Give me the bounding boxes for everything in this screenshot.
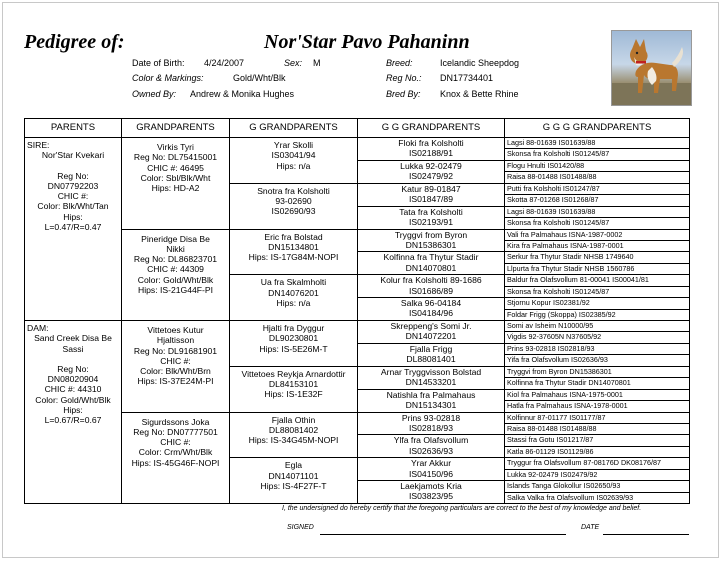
cell-line: Prins 93-02818 bbox=[401, 412, 461, 423]
cell-line: Hjaltisson bbox=[156, 335, 195, 346]
cell-line: Egla bbox=[284, 460, 303, 471]
dog-name-title: Nor'Star Pavo Pahaninn bbox=[264, 31, 470, 53]
cell-line: CHIC #: bbox=[160, 437, 191, 448]
date-label: DATE bbox=[581, 524, 600, 531]
dog-photo bbox=[611, 30, 692, 106]
cell-line: CHIC #: 46495 bbox=[147, 162, 204, 173]
bred-value: Knox & Bette Rhine bbox=[440, 89, 519, 99]
cell-line: Ylfa fra Olafsvollum bbox=[393, 435, 469, 446]
ggg-grandparent-cell: Putti fra Kolsholti IS01247/87 bbox=[505, 183, 690, 194]
cell-line: Skreppeng's Somi Jr. bbox=[390, 321, 472, 331]
cell-line: Hips: IS-4F27F-T bbox=[260, 480, 327, 491]
sex-value: M bbox=[313, 58, 321, 68]
cell-line: Nor'Star Kvekari bbox=[41, 150, 105, 161]
cell-line: IS02479/92 bbox=[409, 171, 453, 182]
gg-grandparent-cell bbox=[358, 435, 505, 458]
gg-grandparent-cell bbox=[358, 366, 505, 389]
cell-line: 93-02690 bbox=[275, 196, 312, 207]
cell-line bbox=[25, 161, 121, 171]
g-grandparent-cell bbox=[230, 458, 358, 504]
cell-line: Hips: IS-45G46F-NOPI bbox=[131, 457, 220, 468]
grandparent-cell bbox=[122, 412, 230, 504]
cell-line: Hips: IS-1E32F bbox=[264, 389, 323, 400]
cell-line: Kolfinna fra Thytur Stadir bbox=[383, 252, 479, 263]
cell-line: Hips: IS-5E26M-T bbox=[259, 343, 328, 354]
cell-line: Fjalla Othin bbox=[271, 414, 316, 425]
cell-line: DN14533201 bbox=[405, 377, 457, 388]
col-header-gg-grandparents: G G GRANDPARENTS bbox=[358, 119, 505, 138]
cell-line: Reg No: DL91681901 bbox=[133, 345, 218, 356]
cell-line: Natishla fra Palmahaus bbox=[386, 389, 476, 400]
cell-line: Tryggvi from Byron bbox=[394, 229, 468, 240]
cell-line: Snotra fra Kolsholti bbox=[257, 185, 330, 196]
gg-grandparent-cell bbox=[358, 160, 505, 183]
cell-line: Sigurdssons Joka bbox=[141, 416, 210, 427]
gg-grandparent-cell bbox=[358, 298, 505, 321]
cell-line: Color: Gold/Wht/Blk bbox=[35, 394, 111, 405]
grandparent-cell bbox=[122, 138, 230, 230]
cell-line: DL88081401 bbox=[406, 354, 456, 365]
cell-line: Fjalla Frigg bbox=[409, 343, 453, 354]
cell-line: DL84153101 bbox=[268, 379, 319, 390]
cell-line: DN14072201 bbox=[405, 331, 457, 342]
cell-line: IS02193/91 bbox=[409, 216, 453, 227]
parent-role-label: DAM: bbox=[27, 323, 49, 333]
cell-line: DN14076201 bbox=[268, 287, 319, 298]
g-grandparent-cell bbox=[230, 366, 358, 412]
cell-line: Yrar Akkur bbox=[410, 458, 452, 469]
cell-line: Kolur fra Kolsholti 89-1686 bbox=[380, 275, 482, 286]
cell-line: DN08020904 bbox=[47, 374, 99, 385]
dob-value: 4/24/2007 bbox=[204, 58, 245, 68]
cell-line: DN15134301 bbox=[405, 399, 457, 410]
date-line[interactable] bbox=[603, 534, 689, 535]
ggg-grandparent-cell: Salka Valka fra Olafsvollum IS02639/93 bbox=[505, 492, 690, 503]
cell-line: Hjalti fra Dyggur bbox=[262, 323, 325, 333]
cell-line: Eric fra Bolstad bbox=[264, 231, 323, 242]
ggg-grandparent-cell: Skonsa fra Kolsholti IS01245/87 bbox=[505, 286, 690, 297]
ggg-grandparent-cell: Lukka 92-02479 IS02479/92 bbox=[505, 469, 690, 480]
cell-line: IS04150/96 bbox=[409, 468, 453, 479]
col-header-grandparents: GRANDPARENTS bbox=[122, 119, 230, 138]
cell-line: Color: Sbl/Blk/Wht bbox=[140, 172, 211, 183]
owned-value: Andrew & Monika Hughes bbox=[190, 89, 295, 99]
cell-line: CHIC #: bbox=[57, 191, 89, 202]
cell-line: Sassi bbox=[62, 343, 84, 354]
cell-line: Reg No: DL75415001 bbox=[133, 152, 218, 163]
parent-details bbox=[25, 150, 121, 232]
gg-grandparent-cell bbox=[358, 321, 505, 344]
cell-line: Arnar Tryggvisson Bolstad bbox=[380, 366, 482, 377]
gg-grandparent-cell bbox=[358, 206, 505, 229]
ggg-grandparent-cell: Lagsi 88-01639 IS01639/88 bbox=[505, 138, 690, 149]
cell-line: IS02818/93 bbox=[409, 422, 453, 433]
cell-line: IS02188/91 bbox=[409, 148, 453, 159]
cell-line: CHIC #: 44309 bbox=[147, 264, 204, 275]
grandparent-cell bbox=[122, 321, 230, 413]
ggg-grandparent-cell: Flogu Hnulti IS01420/88 bbox=[505, 160, 690, 171]
reg-value: DN17734401 bbox=[440, 73, 494, 83]
cell-line: Hips: IS-17G84M-NOPI bbox=[248, 252, 339, 263]
ggg-grandparent-cell: Serkur fra Thytur Stadir NHSB 1749640 bbox=[505, 252, 690, 263]
g-grandparent-cell bbox=[230, 275, 358, 321]
ggg-grandparent-cell: Prins 93-02818 IS02818/93 bbox=[505, 343, 690, 354]
cell-line: Virkis Tyri bbox=[157, 142, 194, 152]
col-header-parents: PARENTS bbox=[25, 119, 122, 138]
cell-line: Sand Creek Disa Be bbox=[34, 333, 112, 344]
cell-line: IS01847/89 bbox=[409, 194, 453, 205]
dob-label: Date of Birth: bbox=[132, 58, 185, 68]
gg-grandparent-cell bbox=[358, 138, 505, 161]
breed-value: Icelandic Sheepdog bbox=[440, 58, 520, 68]
cell-line: L=0.67/R=0.67 bbox=[44, 415, 102, 426]
cell-line: Ua fra Skalmholti bbox=[260, 277, 327, 288]
g-grandparent-cell bbox=[230, 321, 358, 367]
ggg-grandparent-cell: Lagsi 88-01639 IS01639/88 bbox=[505, 206, 690, 217]
cell-line: Hips: IS-21G44F-PI bbox=[138, 284, 213, 295]
gg-grandparent-cell bbox=[358, 229, 505, 252]
ggg-grandparent-cell: Skotta 87-01268 IS01268/87 bbox=[505, 195, 690, 206]
cell-line: Vittetoes Reykja Arnardottir bbox=[241, 368, 346, 379]
ggg-grandparent-cell: Kolfinna fra Thytur Stadir DN14070801 bbox=[505, 378, 690, 389]
signature-line[interactable] bbox=[320, 534, 566, 535]
ggg-grandparent-cell: Raisa 88-01488 IS01488/88 bbox=[505, 423, 690, 434]
cell-line: CHIC #: 44310 bbox=[44, 384, 102, 395]
cell-line: Hips: bbox=[63, 211, 83, 222]
ggg-grandparent-cell: Kolfinnur 87-01177 IS01177/87 bbox=[505, 412, 690, 423]
cell-line: Pineridge Disa Be bbox=[141, 233, 210, 244]
ggg-grandparent-cell: Stassi fra Gotu IS01217/87 bbox=[505, 435, 690, 446]
cell-line: Hips: n/a bbox=[276, 160, 311, 171]
cell-line: Color: Crm/Wht/Blk bbox=[138, 447, 213, 458]
cell-line: Hips: bbox=[63, 405, 83, 416]
cell-line: Color: Blk/Wht/Brn bbox=[140, 366, 211, 377]
cell-line: Lukka 92-02479 bbox=[400, 160, 462, 171]
cell-line bbox=[25, 354, 121, 364]
ggg-grandparent-cell: Kira fra Palmahaus ISNA-1987-0001 bbox=[505, 240, 690, 251]
signed-label: SIGNED bbox=[287, 524, 314, 531]
cell-line: IS02636/93 bbox=[409, 445, 453, 456]
cell-line: Color: Blk/Wht/Tan bbox=[37, 201, 109, 212]
cell-line: Vittetoes Kutur bbox=[147, 325, 204, 335]
cell-line: DN14070801 bbox=[405, 262, 457, 273]
sire-cell bbox=[25, 138, 122, 321]
cell-line: Reg No: bbox=[57, 363, 89, 374]
cell-line: Floki fra Kolsholti bbox=[398, 138, 464, 148]
pedigree-label: Pedigree of: bbox=[24, 31, 125, 53]
cell-line: DL90230801 bbox=[268, 333, 319, 344]
color-value: Gold/Wht/Blk bbox=[233, 73, 286, 83]
cell-line: Hips: IS-34G45M-NOPI bbox=[248, 435, 339, 446]
gg-grandparent-cell bbox=[358, 343, 505, 366]
sex-label: Sex: bbox=[284, 58, 303, 68]
ggg-grandparent-cell: Islands Tanga Glokollur IS02650/93 bbox=[505, 481, 690, 492]
gg-grandparent-cell bbox=[358, 389, 505, 412]
cell-line: CHIC #: bbox=[160, 355, 191, 366]
cell-line: Hips: n/a bbox=[276, 297, 311, 308]
dam-cell bbox=[25, 321, 122, 504]
ggg-grandparent-cell: Katla 86-01129 IS01129/86 bbox=[505, 446, 690, 457]
ggg-grandparent-cell: Vali fra Palmahaus ISNA-1987-0002 bbox=[505, 229, 690, 240]
pedigree-header-row bbox=[25, 119, 690, 138]
table-row bbox=[25, 138, 690, 149]
cell-line: Tata fra Kolsholti bbox=[399, 206, 463, 217]
ggg-grandparent-cell: Yifa fra Olafsvollum IS02636/93 bbox=[505, 355, 690, 366]
cell-line: Reg No: DN07777501 bbox=[133, 426, 218, 437]
gg-grandparent-cell bbox=[358, 412, 505, 435]
ggg-grandparent-cell: Tryggur fra Olafsvollum 87-08176D DK08176/87 bbox=[505, 458, 690, 469]
cell-line: DN15386301 bbox=[405, 239, 457, 250]
col-header-ggg-grandparents: G G G GRANDPARENTS bbox=[505, 119, 690, 138]
reg-label: Reg No.: bbox=[386, 73, 422, 83]
parent-role-label: SIRE: bbox=[27, 140, 50, 150]
cell-line: Reg No: DL86823701 bbox=[133, 254, 218, 265]
g-grandparent-cell bbox=[230, 138, 358, 184]
ggg-grandparent-cell: Kiol fra Palmahaus ISNA-1975-0001 bbox=[505, 389, 690, 400]
dog-photo-image bbox=[612, 31, 692, 106]
cell-line: DN14071101 bbox=[268, 470, 319, 481]
cell-line: IS03823/95 bbox=[409, 491, 453, 502]
gg-grandparent-cell bbox=[358, 252, 505, 275]
cell-line: DN15134801 bbox=[268, 241, 319, 252]
ggg-grandparent-cell: Foldar Frigg (Skoppa) IS02385/92 bbox=[505, 309, 690, 320]
cell-line: L=0.47/R=0.47 bbox=[44, 222, 102, 233]
gg-grandparent-cell bbox=[358, 481, 505, 504]
cell-line: Hips: IS-37E24M-PI bbox=[137, 376, 214, 387]
grandparent-cell bbox=[122, 229, 230, 321]
breed-label: Breed: bbox=[386, 58, 413, 68]
cell-line: Salka 96-04184 bbox=[400, 298, 462, 309]
col-header-g-grandparents: G GRANDPARENTS bbox=[230, 119, 358, 138]
cell-line: Laekjamots Kria bbox=[400, 481, 462, 492]
ggg-grandparent-cell: Baldur fra Olafsvollum 81-00041 IS00041/81 bbox=[505, 275, 690, 286]
table-row bbox=[25, 412, 690, 423]
ggg-grandparent-cell: Vigdis 92-37605N N37605/92 bbox=[505, 332, 690, 343]
g-grandparent-cell bbox=[230, 412, 358, 458]
ggg-grandparent-cell: Somi av Isheim N10000/95 bbox=[505, 321, 690, 332]
ggg-grandparent-cell: Skonsa fra Kolsholti IS01245/87 bbox=[505, 149, 690, 160]
cell-line: Hips: HD-A2 bbox=[151, 183, 200, 194]
ggg-grandparent-cell: Tryggvi from Byron DN15386301 bbox=[505, 366, 690, 377]
cell-line: Yrar Skolli bbox=[273, 140, 314, 150]
ggg-grandparent-cell: Stjornu Kopur IS02381/92 bbox=[505, 298, 690, 309]
cell-line: DN07792203 bbox=[47, 180, 99, 191]
ggg-grandparent-cell: Hatla fra Palmahaus ISNA-1978-0001 bbox=[505, 401, 690, 412]
ggg-grandparent-cell: Llpurta fra Thytur Stadir NHSB 1560786 bbox=[505, 263, 690, 274]
cell-line: IS04184/96 bbox=[409, 308, 453, 319]
certification-text: I, the undersigned do hereby certify that the foregoing particulars are correct to the best of my knowledge and belief. bbox=[282, 505, 642, 512]
table-row bbox=[25, 229, 690, 240]
table-row bbox=[25, 321, 690, 332]
cell-line: Katur 89-01847 bbox=[401, 183, 461, 194]
g-grandparent-cell bbox=[230, 183, 358, 229]
pedigree-table bbox=[24, 118, 690, 504]
gg-grandparent-cell bbox=[358, 183, 505, 206]
owned-label: Owned By: bbox=[132, 89, 177, 99]
cell-line: IS02690/93 bbox=[271, 206, 316, 217]
cell-line: Nikki bbox=[166, 243, 185, 254]
cell-line: Reg No: bbox=[57, 170, 89, 181]
ggg-grandparent-cell: Skonsa fra Kolsholti IS01245/87 bbox=[505, 218, 690, 229]
parent-details bbox=[25, 333, 121, 425]
bred-label: Bred By: bbox=[386, 89, 421, 99]
cell-line: Color: Gold/Wht/Blk bbox=[137, 274, 214, 285]
ggg-grandparent-cell: Raisa 88-01488 IS01488/88 bbox=[505, 172, 690, 183]
gg-grandparent-cell bbox=[358, 458, 505, 481]
cell-line: IS01686/89 bbox=[409, 285, 453, 296]
cell-line: DL88081402 bbox=[268, 424, 319, 435]
g-grandparent-cell bbox=[230, 229, 358, 275]
color-label: Color & Markings: bbox=[132, 73, 204, 83]
gg-grandparent-cell bbox=[358, 275, 505, 298]
cell-line: IS03041/94 bbox=[271, 150, 316, 161]
